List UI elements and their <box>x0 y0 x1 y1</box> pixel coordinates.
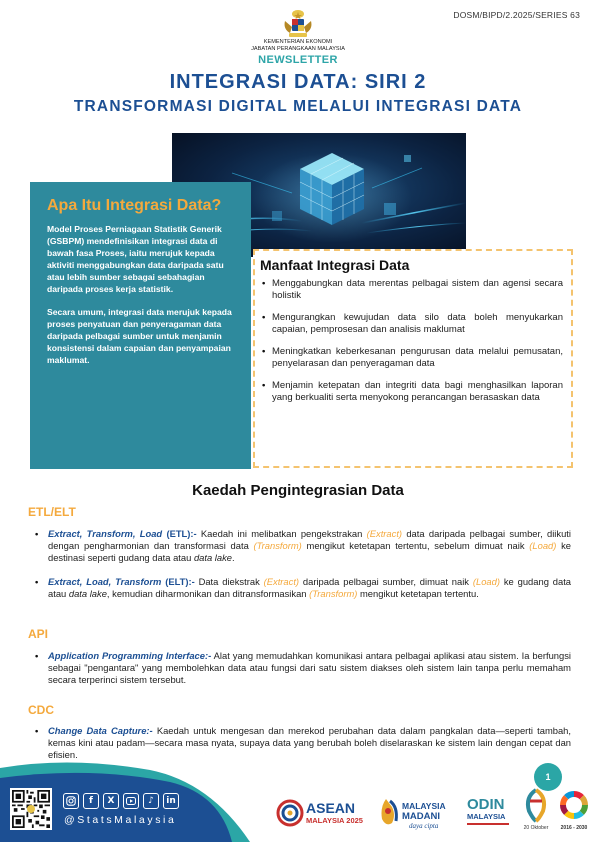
etl-highlight: (Transform) <box>253 540 302 552</box>
elt-highlight: (Transform) <box>309 588 358 600</box>
etl-text: . <box>232 552 235 564</box>
elt-text: mengikut ketetapan tertentu. <box>357 588 479 600</box>
elt-term: Extract, Load, Transform <box>48 576 162 587</box>
api-term: Application Programming Interface:- <box>48 650 212 661</box>
etl-abbr: (ETL):- <box>162 528 197 539</box>
etl-description <box>48 528 571 565</box>
methods-heading: Kaedah Pengintegrasian Data <box>192 482 404 499</box>
instagram-icon[interactable] <box>63 793 79 809</box>
x-twitter-icon[interactable]: X <box>103 793 119 809</box>
benefits-heading: Manfaat Integrasi Data <box>260 257 410 273</box>
etl-italic: data lake <box>193 552 233 564</box>
cdc-text: Kaedah untuk mengesan dan merekod perubahan data dalam pangkalan data—seperti tambah, kemas kini atau padam—secara masa nyata, supaya data yang berubah boleh diselaraskan ke sistem lain dengan cepat dan efisien. <box>48 725 571 761</box>
etl-term: Extract, Transform, Load <box>48 528 163 539</box>
madani-line-2: MADANI <box>402 811 440 822</box>
asean-text: ASEAN <box>306 800 356 816</box>
api-text: Alat yang memudahkan komunikasi antara pelbagai aplikasi atau sistem. Ia berfungsi sebagai "pengantara" yang membolehkan data atau fungsi dari satu sistem diakses oleh sistem lain tanpa perlu memaham secara terperinci sistem tersebut. <box>48 650 571 686</box>
elt-description <box>48 576 571 600</box>
odin-text: ODIN <box>467 796 505 813</box>
wsd-date: 20 Oktober <box>523 825 549 831</box>
etl-text: mengikut ketetapan tertentu, sebelum dimuat naik <box>301 540 530 552</box>
page-number: 1 <box>534 763 562 791</box>
benefits-box <box>253 249 573 468</box>
elt-abbr: (ELT):- <box>161 576 195 587</box>
elt-text: , kemudian diharmonikan dan ditransformasikan <box>106 588 310 600</box>
facebook-icon[interactable]: f <box>83 793 99 809</box>
benefit-item: • Menjamin ketepatan dan integriti data bagi menghasilkan laporan yang berkualiti serta menyokong perancangan berasaskan data <box>260 380 563 403</box>
etl-text: Kaedah ini melibatkan pengekstrakan <box>196 528 367 539</box>
odin-subtext: MALAYSIA <box>467 812 506 821</box>
cdc-term: Change Data Capture:- <box>48 725 153 736</box>
what-is-paragraph-2: Secara umum, integrasi data merujuk kepada proses penyatuan dan penyeragaman data daripada pelbagai sumber untuk menjamin konsistensi dalam capaian dan penyampaian maklumat. <box>47 306 232 365</box>
page-subtitle: TRANSFORMASI DIGITAL MELALUI INTEGRASI DATA <box>73 98 523 115</box>
social-handle: @StatsMalaysia <box>64 814 177 826</box>
etl-text: ke destinasi seperti gudang data atau <box>48 540 572 564</box>
elt-italic: data lake <box>68 588 107 600</box>
etl-highlight: (Extract) <box>366 528 403 539</box>
api-label: API <box>28 627 49 641</box>
etl-elt-label: ETL/ELT <box>28 505 76 519</box>
benefit-item: • Mengurangkan kewujudan data silo data boleh menyukarkan capaian, pemprosesan dan analisis maklumat <box>260 312 563 335</box>
elt-highlight: (Extract) <box>263 576 300 587</box>
malaysia-madani-logo <box>376 793 458 833</box>
api-description <box>48 650 571 687</box>
sdg-years: 2016 - 2030 <box>560 825 588 831</box>
ministry-line-2: JABATAN PERANGKAAN MALAYSIA <box>251 46 345 52</box>
etl-text: data daripada pelbagai sumber, diikuti dengan pengharmonian dan transformasi data <box>48 528 571 552</box>
cdc-description <box>48 725 571 762</box>
etl-highlight: (Load) <box>529 540 557 552</box>
elt-text: Data diekstrak <box>194 576 264 587</box>
madani-line-1: MALAYSIA <box>402 801 446 811</box>
what-is-data-integration-panel <box>30 182 251 469</box>
elt-text: ke gudang data atau <box>48 576 572 600</box>
benefit-item: • Meningkatkan keberkesanan pengurusan data melalui pemusatan, penyelarasan dan penyeragaman data <box>260 346 563 369</box>
benefit-item: • Menggabungkan data merentas pelbagai sistem dan agensi secara holistik <box>260 278 563 301</box>
coat-of-arms-logo <box>281 9 315 39</box>
linkedin-icon[interactable]: in <box>163 793 179 809</box>
document-reference: DOSM/BIPD/2.2025/SERIES 63 <box>453 10 580 20</box>
social-links <box>63 793 179 809</box>
madani-line-3: daya cipta <box>409 822 439 830</box>
what-is-heading: Apa Itu Integrasi Data? <box>47 197 222 214</box>
page-title: INTEGRASI DATA: SIRI 2 <box>169 71 427 93</box>
ministry-name <box>0 39 596 53</box>
tiktok-icon[interactable]: ♪ <box>143 793 159 809</box>
what-is-paragraph-1: Model Proses Perniagaan Statistik Generik (GSBPM) mendefinisikan integrasi data di bawah fasa Proses, iaitu merujuk kepada aktiviti menggabungkan data daripada satu atau lebih sumber sebagai sebahagian daripada proses kerja statistik. <box>47 224 224 295</box>
elt-text: daripada pelbagai sumber, dimuat naik <box>299 576 473 587</box>
world-statistics-day-logo <box>519 787 553 831</box>
youtube-icon[interactable] <box>123 793 139 809</box>
cdc-label: CDC <box>28 703 54 717</box>
sdg-logo <box>556 787 592 831</box>
benefits-list <box>260 278 563 403</box>
asean-malaysia-2025-logo <box>276 793 370 833</box>
qr-code[interactable] <box>10 788 52 830</box>
odin-malaysia-logo <box>464 792 514 832</box>
elt-highlight: (Load) <box>472 576 500 587</box>
newsletter-label: NEWSLETTER <box>258 54 338 66</box>
asean-subtext: MALAYSIA 2025 <box>306 816 363 825</box>
ministry-line-1: KEMENTERIAN EKONOMI <box>263 39 333 45</box>
